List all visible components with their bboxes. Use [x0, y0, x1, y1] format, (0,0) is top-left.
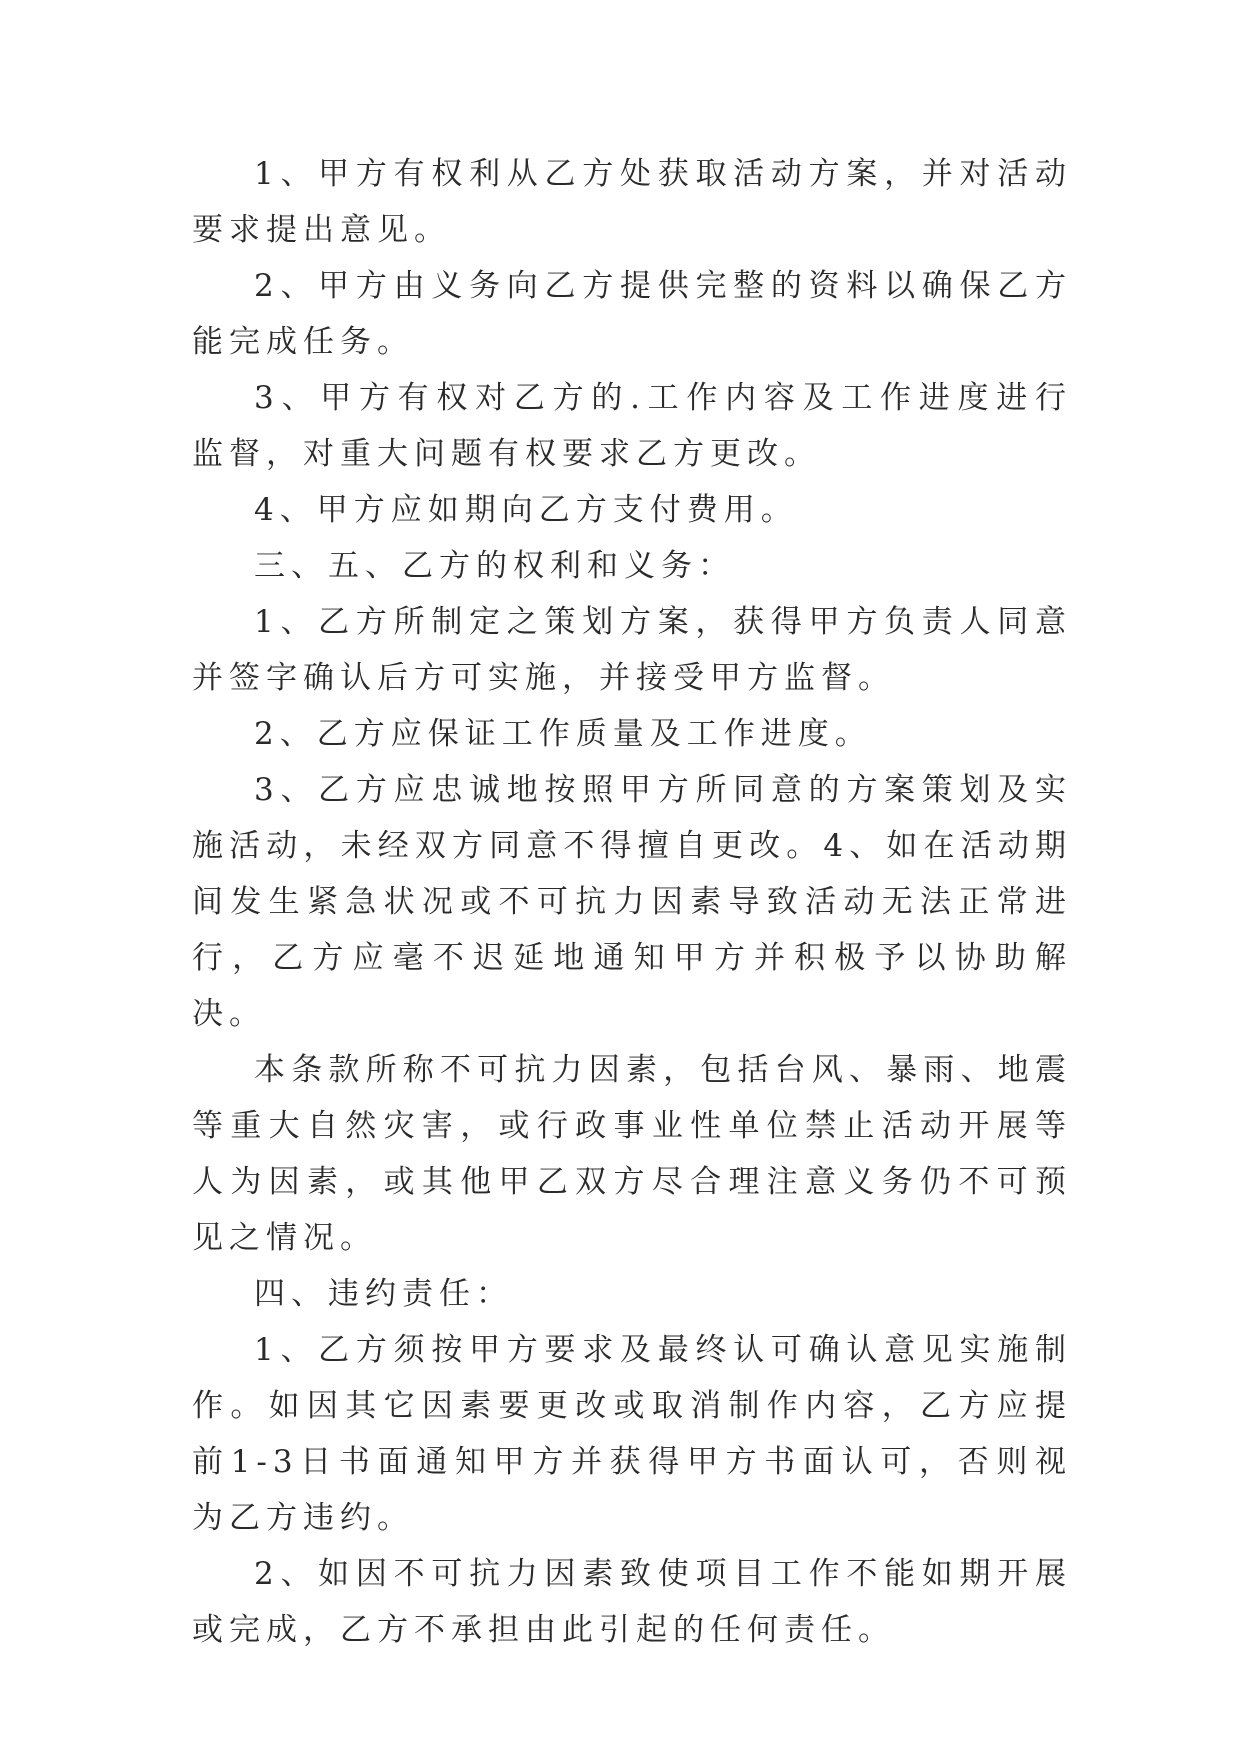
section-heading-party-b-rights: 三、五、乙方的权利和义务：: [254, 548, 735, 584]
paragraph-party-b-quality-2: 2、乙方应保证工作质量及工作进度。: [254, 716, 872, 752]
paragraph-liability-1: 1、乙方须按甲方要求及最终认可确认意见实施制作。如因其它因素要更改或取消制作内容，乙方应提前1-3日书面通知甲方并获得甲方书面认可，否则视为乙方违约。: [192, 1332, 1072, 1536]
paragraph-party-a-supervision-3: 3、甲方有权对乙方的.工作内容及工作进度进行监督，对重大问题有权要求乙方更改。: [192, 380, 1072, 472]
paragraph-party-a-right-1: 1、甲方有权利从乙方处获取活动方案，并对活动要求提出意见。: [192, 156, 1072, 248]
paragraph-force-majeure: 本条款所称不可抗力因素，包括台风、暴雨、地震等重大自然灾害，或行政事业性单位禁止活动开展等人为因素，或其他甲乙双方尽合理注意义务仍不可预见之情况。: [192, 1052, 1072, 1256]
paragraph-party-b-execution-3: 3、乙方应忠诚地按照甲方所同意的方案策划及实施活动，未经双方同意不得擅自更改。4、如在活动期间发生紧急状况或不可抗力因素导致活动无法正常进行，乙方应毫不迟延地通知甲方并积极予以协助解决。: [192, 772, 1072, 1032]
paragraph-party-a-duty-2: 2、甲方由义务向乙方提供完整的资料以确保乙方能完成任务。: [192, 268, 1072, 360]
paragraph-party-b-plan-1: 1、乙方所制定之策划方案，获得甲方负责人同意并签字确认后方可实施，并接受甲方监督。: [192, 604, 1072, 696]
document-page: [192, 146, 1072, 1658]
paragraph-liability-2: 2、如因不可抗力因素致使项目工作不能如期开展或完成，乙方不承担由此引起的任何责任。: [192, 1556, 1072, 1648]
paragraph-party-a-payment-4: 4、甲方应如期向乙方支付费用。: [254, 492, 798, 528]
section-heading-liability: 四、违约责任：: [254, 1276, 513, 1312]
